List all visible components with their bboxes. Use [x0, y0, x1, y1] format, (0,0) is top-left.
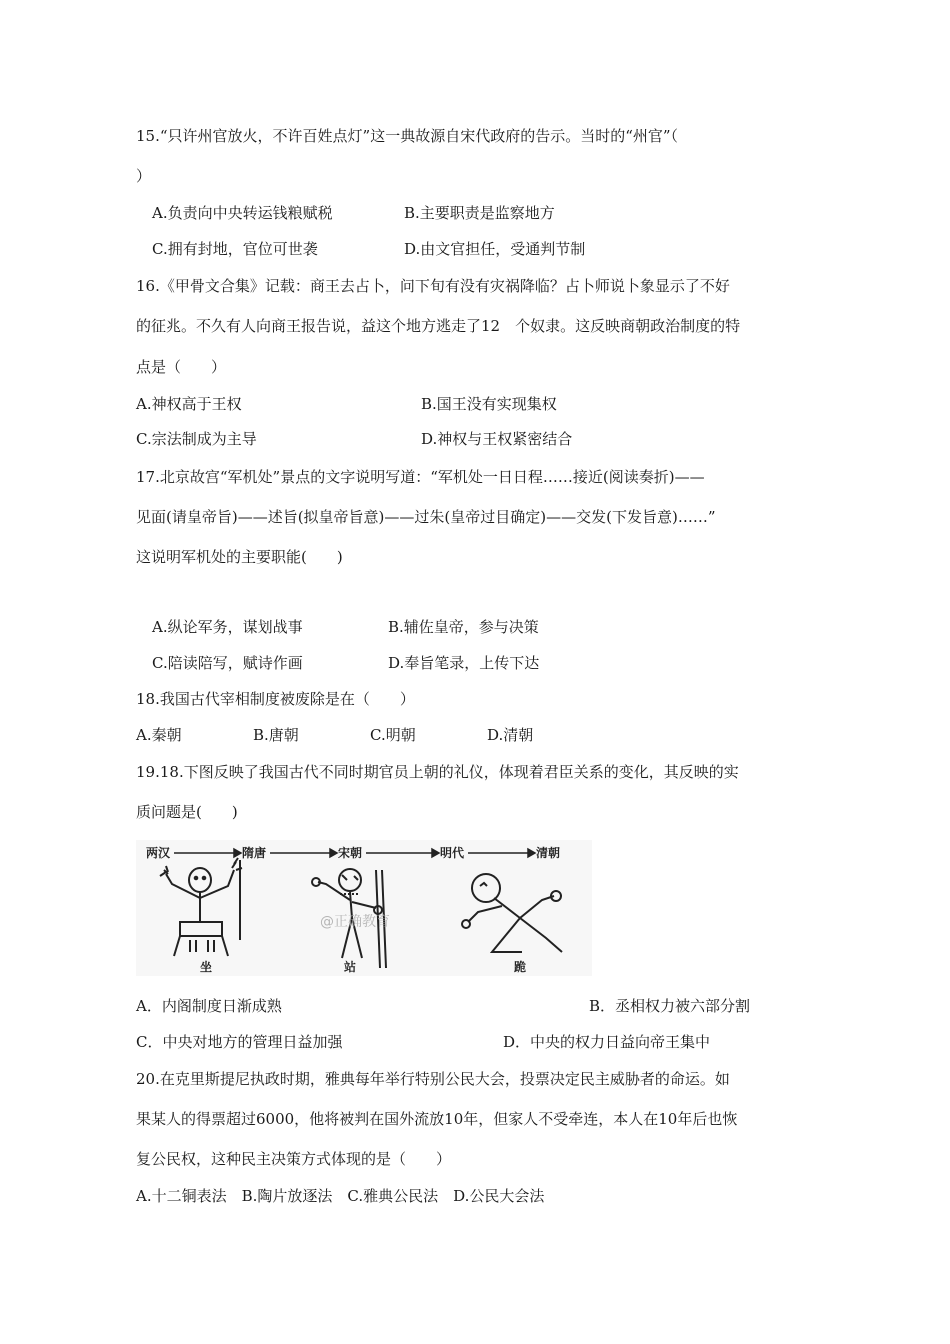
- q18-option-a: A.秦朝: [136, 726, 182, 744]
- q18-stem: 18.我国古代宰相制度被废除是在（ ）: [136, 690, 415, 708]
- posture-label-sit: 坐: [200, 960, 213, 974]
- q18-option-d: D.清朝: [487, 726, 534, 744]
- q17-option-b: B.辅佐皇帝，参与决策: [388, 618, 539, 636]
- q16-option-b: B.国王没有实现集权: [421, 395, 557, 413]
- posture-label-stand: 站: [344, 960, 357, 974]
- period-label-han: 两汉: [146, 846, 171, 860]
- q20-stem-line3: 复公民权，这种民主决策方式体现的是（ ）: [136, 1150, 452, 1168]
- posture-label-kneel: 跪: [514, 960, 527, 974]
- q16-stem-line1: 16.《甲骨文合集》记载：商王去占卜，问下旬有没有灾祸降临？占卜师说卜象显示了不好: [136, 277, 730, 295]
- q17-option-c: C.陪读陪写，赋诗作画: [152, 654, 303, 672]
- q15-stem-line2: ）: [136, 167, 152, 185]
- period-label-qing: 清朝: [536, 846, 561, 860]
- q16-option-c: C.宗法制成为主导: [136, 430, 257, 448]
- q19-option-c: C．中央对地方的管理日益加强: [136, 1033, 343, 1051]
- q17-stem-line2: 见面(请皇帝旨)——述旨(拟皇帝旨意)——过朱(皇帝过目确定)——交发(下发旨意)……”: [136, 508, 716, 526]
- q19-option-b: B．丞相权力被六部分割: [589, 997, 751, 1015]
- q17-stem-line1: 17.北京故宫“军机处”景点的文字说明写道：“军机处一日日程……接近(阅读奏折)——: [136, 468, 705, 486]
- period-label-suitang: 隋唐: [242, 846, 267, 860]
- q19-stem-line2: 质问题是( ): [136, 803, 238, 821]
- q17-option-d: D.奉旨笔录，上传下达: [388, 654, 540, 672]
- period-label-song: 宋朝: [338, 846, 363, 860]
- court-etiquette-figure: [136, 840, 592, 976]
- q17-stem-line3: 这说明军机处的主要职能( ): [136, 548, 343, 566]
- q20-options: A.十二铜表法 B.陶片放逐法 C.雅典公民法 D.公民大会法: [136, 1187, 545, 1205]
- q19-stem-line1: 19.18.下图反映了我国古代不同时期官员上朝的礼仪，体现着君臣关系的变化，其反映的实: [136, 763, 739, 781]
- q15-stem-line1: 15.“只许州官放火，不许百姓点灯”这一典故源自宋代政府的告示。当时的“州官”（: [136, 127, 679, 145]
- q18-option-c: C.明朝: [370, 726, 416, 744]
- period-label-ming: 明代: [440, 846, 465, 860]
- watermark: @正确教育: [320, 914, 390, 930]
- q19-option-a: A．内阁制度日渐成熟: [136, 997, 282, 1015]
- q15-option-c: C.拥有封地，官位可世袭: [152, 240, 318, 258]
- q19-option-d: D．中央的权力日益向帝王集中: [503, 1033, 711, 1051]
- q20-stem-line1: 20.在克里斯提尼执政时期，雅典每年举行特别公民大会，投票决定民主威胁者的命运。如: [136, 1070, 730, 1088]
- q15-option-a: A.负责向中央转运钱粮赋税: [152, 204, 333, 222]
- q15-option-d: D.由文官担任，受通判节制: [404, 240, 586, 258]
- q20-stem-line2: 果某人的得票超过6000，他将被判在国外流放10年，但家人不受牵连，本人在10年后也恢: [136, 1110, 738, 1128]
- q18-option-b: B.唐朝: [253, 726, 299, 744]
- q16-option-d: D.神权与王权紧密结合: [421, 430, 573, 448]
- q17-option-a: A.纵论军务，谋划战事: [152, 618, 303, 636]
- q16-stem-line3: 点是（ ）: [136, 358, 227, 376]
- q15-option-b: B.主要职责是监察地方: [404, 204, 555, 222]
- q16-option-a: A.神权高于王权: [136, 395, 242, 413]
- q16-stem-line2: 的征兆。不久有人向商王报告说，益这个地方逃走了12 个奴隶。这反映商朝政治制度的特: [136, 317, 741, 335]
